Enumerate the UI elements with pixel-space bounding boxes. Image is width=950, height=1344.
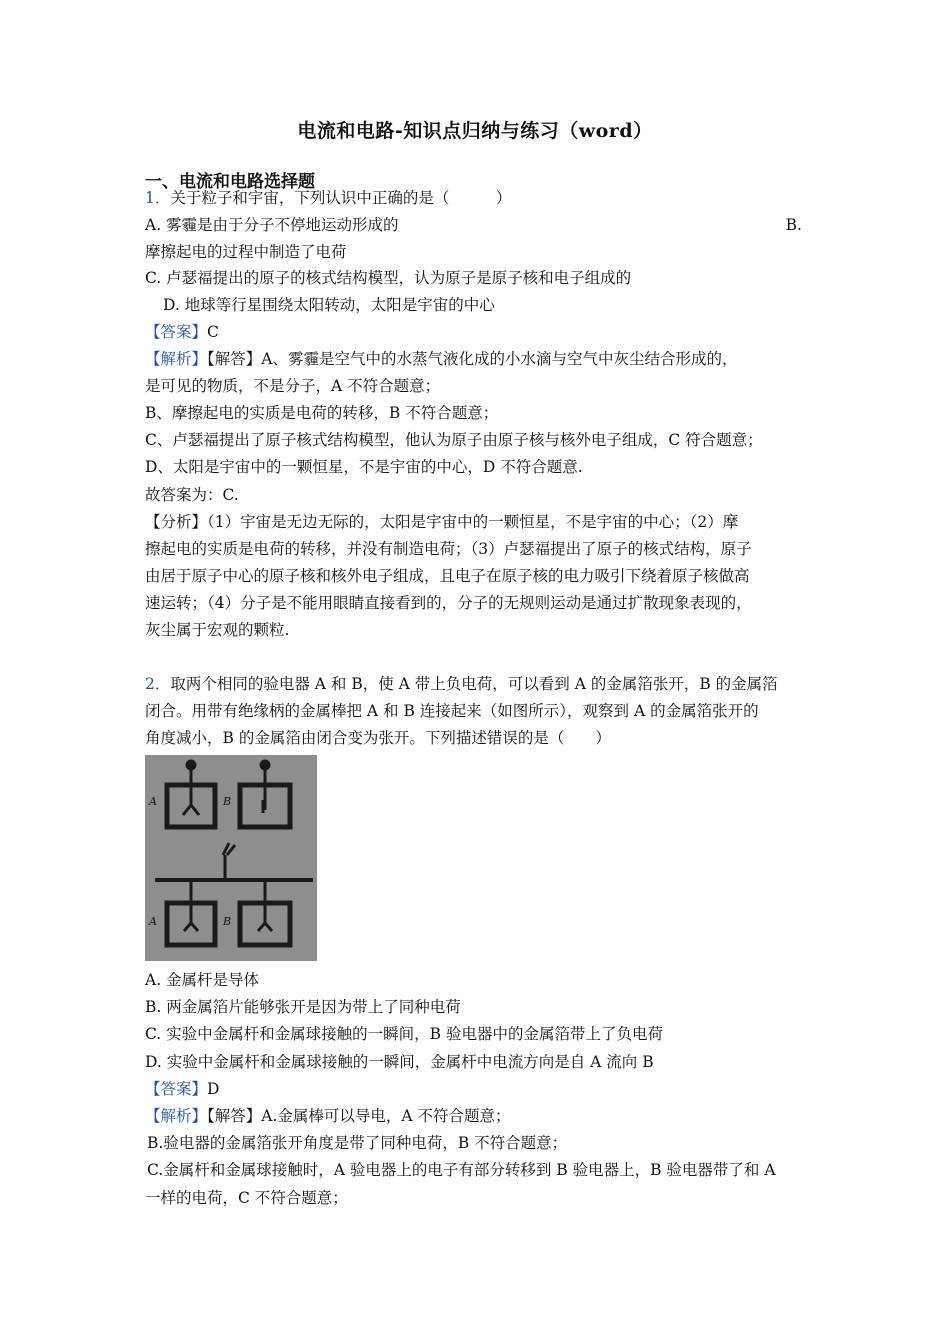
- q2-analysis-line: C.金属杆和金属球接触时，A 验电器上的电子有部分转移到 B 验电器上，B 验电器带了和 A: [147, 1161, 776, 1179]
- figure-label-a-bottom: A: [149, 915, 157, 928]
- q2-analysis-line: [145, 1105, 511, 1127]
- q1-stem-line: [145, 187, 511, 209]
- q2-analysis-tag: 【解析】: [145, 1107, 208, 1125]
- q1-analysis-line: 速运转；（4）分子是不能用眼睛直接看到的，分子的无规则运动是通过扩散现象表现的，: [145, 594, 752, 612]
- q1-analysis-line: 灰尘属于宏观的颗粒.: [145, 621, 290, 639]
- q1-answer-tag: 【答案】: [145, 323, 208, 341]
- figure-label-b-top: B: [223, 795, 232, 808]
- electroscope-figure: [145, 755, 317, 961]
- q1-analysis-line: 【分析】（1）宇宙是无边无际的，太阳是宇宙中的一颗恒星，不是宇宙的中心；（2）摩: [145, 513, 739, 531]
- q2-answer-tag: 【答案】: [145, 1080, 208, 1098]
- q2-analysis-text: 【解答】A.金属棒可以导电，A 不符合题意；: [207, 1107, 511, 1125]
- q1-option-b-label: B.: [785, 216, 802, 234]
- figure-label-a-top: A: [149, 795, 157, 808]
- q2-option-a: A. 金属杆是导体: [145, 971, 260, 989]
- q1-stem: 关于粒子和宇宙，下列认识中正确的是（ ）: [170, 189, 512, 207]
- q2-answer: D: [207, 1080, 220, 1098]
- q2-analysis-line: 一样的电荷，C 不符合题意；: [145, 1189, 348, 1207]
- q1-option-b-text: 摩擦起电的过程中制造了电荷: [145, 243, 347, 261]
- figure-label-b-bottom: B: [223, 915, 232, 928]
- q1-option-d: D. 地球等行星围绕太阳转动，太阳是宇宙的中心: [163, 296, 495, 314]
- q1-analysis-line: D、太阳是宇宙中的一颗恒星，不是宇宙的中心，D 不符合题意.: [145, 458, 583, 476]
- electroscope-diagram: [145, 755, 317, 961]
- q2-number: 2．: [145, 675, 171, 693]
- q2-option-b: B. 两金属箔片能够张开是因为带上了同种电荷: [145, 998, 461, 1016]
- section-heading: 一、电流和电路选择题: [145, 172, 315, 192]
- q2-answer-line: [145, 1078, 219, 1100]
- q2-option-d: D. 实验中金属杆和金属球接触的一瞬间，金属杆中电流方向是自 A 流向 B: [145, 1053, 654, 1071]
- q1-number: 1．: [145, 189, 171, 207]
- q2-stem-line: 闭合。用带有绝缘柄的金属棒把 A 和 B 连接起来（如图所示），观察到 A 的金属箔张开的: [145, 702, 759, 720]
- q1-analysis-line: [145, 348, 737, 370]
- q1-analysis-line: 由居于原子中心的原子核和核外电子组成，且电子在原子核的电力吸引下绕着原子核做高: [145, 567, 750, 585]
- q1-analysis-line: B、摩擦起电的实质是电荷的转移，B 不符合题意；: [145, 404, 499, 422]
- q2-stem-line: [145, 673, 778, 695]
- q1-analysis-tag: 【解析】: [145, 350, 208, 368]
- q2-analysis-line: B.验电器的金属箔张开角度是带了同种电荷，B 不符合题意；: [147, 1134, 568, 1152]
- q1-analysis-line: C、卢瑟福提出了原子核式结构模型，他认为原子由原子核与核外电子组成，C 符合题意；: [145, 431, 763, 449]
- q2-option-c: C. 实验中金属杆和金属球接触的一瞬间，B 验电器中的金属箔带上了负电荷: [145, 1025, 663, 1043]
- q1-option-c: C. 卢瑟福提出的原子的核式结构模型，认为原子是原子核和电子组成的: [145, 269, 632, 287]
- q1-analysis-line: 故答案为：C.: [145, 486, 239, 504]
- q1-option-a: A. 雾霾是由于分子不停地运动形成的: [145, 216, 399, 234]
- q1-analysis-line: 是可见的物质，不是分子，A 不符合题意；: [145, 377, 441, 395]
- q1-answer-line: [145, 321, 219, 343]
- q2-stem: 取两个相同的验电器 A 和 B，使 A 带上负电荷，可以看到 A 的金属箔张开，B 的金属箔: [170, 675, 778, 693]
- q1-analysis-text: 【解答】A、雾霾是空气中的水蒸气液化成的小水滴与空气中灰尘结合形成的，: [207, 350, 738, 368]
- q1-answer: C: [207, 323, 219, 341]
- document-title: 电流和电路-知识点归纳与练习（word）: [297, 120, 653, 142]
- q1-analysis-line: 擦起电的实质是电荷的转移，并没有制造电荷；（3）卢瑟福提出了原子的核式结构，原子: [145, 540, 752, 558]
- q2-stem-line: 角度减小，B 的金属箔由闭合变为张开。下列描述错误的是（ ）: [145, 729, 611, 747]
